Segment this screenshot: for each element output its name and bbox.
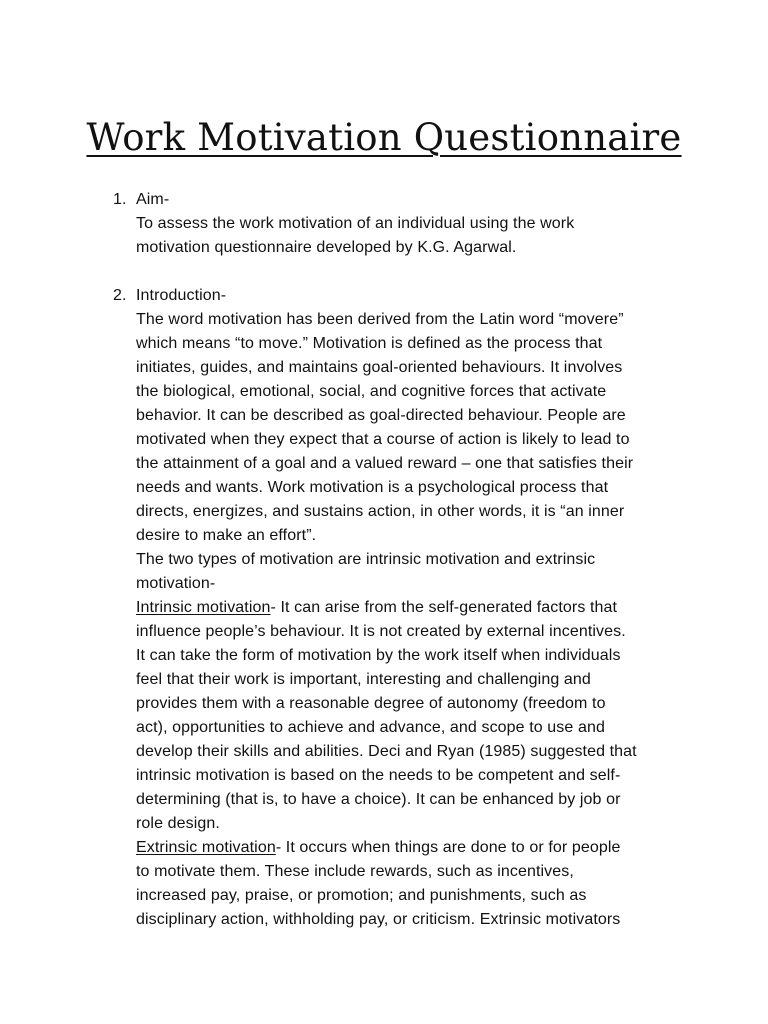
- paragraph-line: initiates, guides, and maintains goal-oriented behaviours. It involves: [136, 359, 623, 376]
- paragraph-line: role design.: [136, 815, 220, 832]
- section-number: 2.: [113, 287, 127, 304]
- document-title-text: Work Motivation Questionnaire: [86, 116, 682, 159]
- paragraph-line: to motivate them. These include rewards, such as incentives,: [136, 863, 574, 880]
- intrinsic-motivation-definition-start: - It can arise from the self-generated factors that: [270, 599, 618, 616]
- paragraph-line: increased pay, praise, or promotion; and punishments, such as: [136, 887, 587, 904]
- paragraph-line: determining (that is, to have a choice). It can be enhanced by job or: [136, 791, 621, 808]
- paragraph-line: To assess the work motivation of an individual using the work: [136, 215, 575, 232]
- paragraph-line: disciplinary action, withholding pay, or criticism. Extrinsic motivators: [136, 911, 621, 928]
- paragraph-line: directs, energizes, and sustains action, in other words, it is “an inner: [136, 503, 625, 520]
- paragraph-line: develop their skills and abilities. Deci and Ryan (1985) suggested that: [136, 743, 637, 760]
- section-aim: [113, 188, 683, 260]
- paragraph-line: provides them with a reasonable degree of autonomy (freedom to: [136, 695, 606, 712]
- document-title: [0, 112, 768, 164]
- intrinsic-motivation-first-line: [136, 596, 683, 620]
- paragraph-line: motivation questionnaire developed by K.G. Agarwal.: [136, 239, 517, 256]
- section-heading: Introduction-: [136, 287, 227, 304]
- section-heading: Aim-: [136, 191, 170, 208]
- section-content: [136, 188, 683, 260]
- paragraph-line: feel that their work is important, interesting and challenging and: [136, 671, 591, 688]
- intrinsic-motivation-term: Intrinsic motivation: [136, 599, 271, 616]
- paragraph-line: The two types of motivation are intrinsic motivation and extrinsic: [136, 551, 596, 568]
- paragraph-line: act), opportunities to achieve and advance, and scope to use and: [136, 719, 605, 736]
- paragraph-line: desire to make an effort”.: [136, 527, 317, 544]
- extrinsic-motivation-term: Extrinsic motivation: [136, 839, 276, 856]
- paragraph-line: needs and wants. Work motivation is a psychological process that: [136, 479, 609, 496]
- paragraph-line: the biological, emotional, social, and cognitive forces that activate: [136, 383, 607, 400]
- extrinsic-motivation-definition-start: - It occurs when things are done to or for people: [275, 839, 621, 856]
- paragraph-line: behavior. It can be described as goal-directed behaviour. People are: [136, 407, 626, 424]
- paragraph-line: The word motivation has been derived from the Latin word “movere”: [136, 311, 624, 328]
- paragraph-line: influence people’s behaviour. It is not created by external incentives.: [136, 623, 626, 640]
- extrinsic-motivation-first-line: [136, 836, 683, 860]
- section-number: 1.: [113, 191, 127, 208]
- paragraph-line: motivation-: [136, 575, 216, 592]
- paragraph-line: motivated when they expect that a course of action is likely to lead to: [136, 431, 630, 448]
- section-content: [136, 284, 683, 932]
- paragraph-line: which means “to move.” Motivation is defined as the process that: [136, 335, 603, 352]
- section-introduction: [113, 284, 683, 932]
- paragraph-line: the attainment of a goal and a valued reward – one that satisfies their: [136, 455, 634, 472]
- paragraph-line: intrinsic motivation is based on the needs to be competent and self-: [136, 767, 621, 784]
- paragraph-line: It can take the form of motivation by the work itself when individuals: [136, 647, 621, 664]
- document-body: [113, 188, 683, 932]
